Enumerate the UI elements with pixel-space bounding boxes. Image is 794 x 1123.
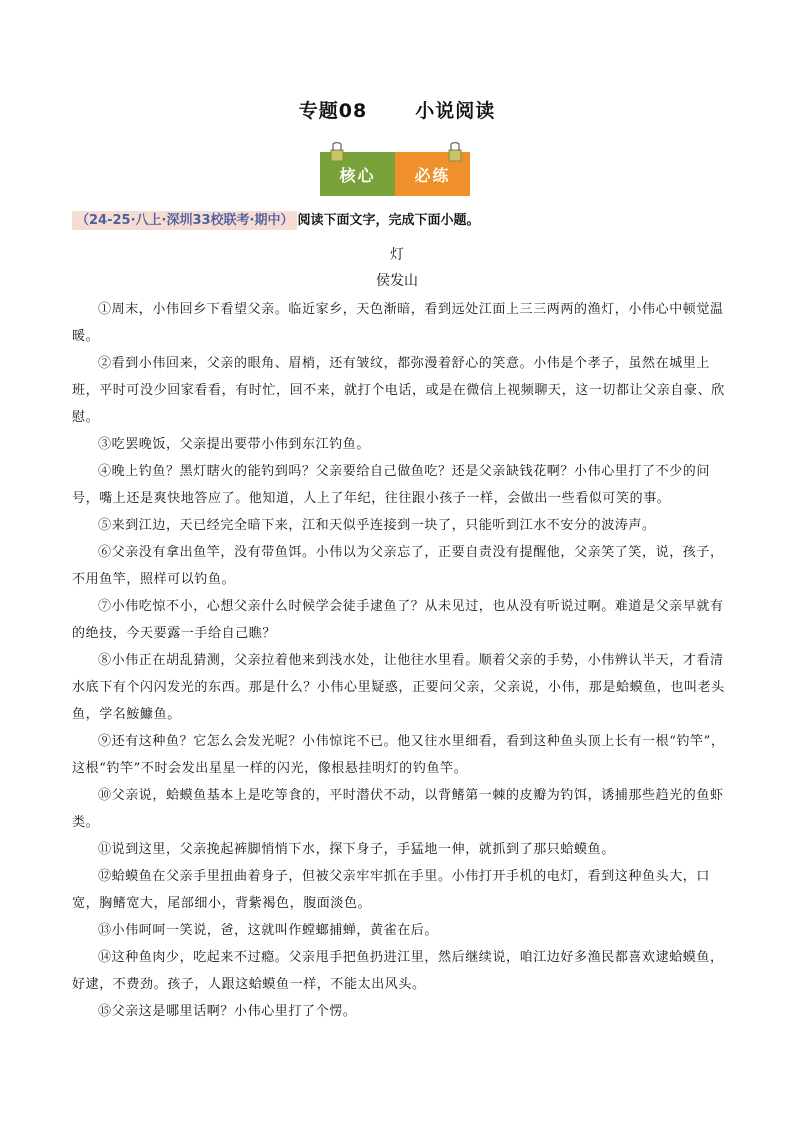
section-badge: [320, 152, 470, 196]
question-header: [72, 209, 732, 233]
story-author: 侯发山: [376, 273, 418, 289]
page-title: [0, 96, 794, 123]
story-title: 灯: [390, 247, 404, 263]
story-paragraph: ⑥父亲没有拿出鱼竿，没有带鱼饵。小伟以为父亲忘了，正要自责没有提醒他，父亲笑了笑，说，孩子，不用鱼竿，照样可以钓鱼。: [72, 545, 724, 587]
story-paragraph: ⑧小伟正在胡乱猜测，父亲拉着他来到浅水处，让他往水里看。顺着父亲的手势，小伟辨认半天，才看清水底下有个闪闪发光的东西。那是什么？小伟心里疑惑，正要问父亲，父亲说，小伟，那是蛤蟆鱼，也叫老头鱼，学名鮟鱇鱼。: [72, 653, 725, 722]
binder-clip-icon: [448, 142, 462, 162]
story-paragraph: ⑬小伟呵呵一笑说，爸，这就叫作螳螂捕蝉，黄雀在后。: [98, 923, 439, 938]
story-paragraph: ⑮父亲这是哪里话啊？小伟心里打了个愣。: [98, 1004, 357, 1019]
story-paragraph: ⑨还有这种鱼？它怎么会发光呢？小伟惊诧不已。他又往水里细看，看到这种鱼头顶上长有一根“钓竿”，这根“钓竿”不时会发出星星一样的闪光，像根悬挂明灯的钓鱼竿。: [72, 734, 725, 776]
story-paragraph: ②看到小伟回来，父亲的眼角、眉梢，还有皱纹，都弥漫着舒心的笑意。小伟是个孝子，虽然在城里上班，平时可没少回家看看，有时忙，回不来，就打个电话，或是在微信上视频聊天，这一切都让父亲自豪、欣慰。: [72, 356, 725, 425]
story-paragraph: ⑩父亲说，蛤蟆鱼基本上是吃等食的，平时潜伏不动，以背鳍第一棘的皮瓣为钓饵，诱捕那些趋光的鱼虾类。: [72, 788, 724, 830]
story-paragraph: ④晚上钓鱼？黑灯瞎火的能钓到吗？父亲要给自己做鱼吃？还是父亲缺钱花啊？小伟心里打了不少的问号，嘴上还是爽快地答应了。他知道，人上了年纪，往往跟小孩子一样，会做出一些看似可笑的事。: [72, 464, 711, 506]
topic-subject: 小说阅读: [415, 100, 496, 122]
story-paragraph: ③吃罢晚饭，父亲提出要带小伟到东江钓鱼。: [98, 437, 371, 452]
story-paragraph: ⑦小伟吃惊不小，心想父亲什么时候学会徒手逮鱼了？从未见过，也从没有听说过啊。难道是父亲早就有的绝技，今天要露一手给自己瞧？: [72, 599, 724, 641]
story-paragraph: ①周末，小伟回乡下看望父亲。临近家乡，天色渐暗，看到远处江面上三三两两的渔灯，小伟心中顿觉温暖。: [72, 302, 724, 344]
binder-clip-icon: [330, 142, 344, 162]
badge-left-text: 核心: [339, 166, 376, 185]
question-source-tag: （24-25·八上·深圳33校联考·期中）: [72, 211, 297, 230]
story-paragraph: ⑫蛤蟆鱼在父亲手里扭曲着身子，但被父亲牢牢抓在手里。小伟打开手机的电灯，看到这种鱼头大，口宽，胸鳍宽大，尾部细小，背紫褐色，腹面淡色。: [72, 869, 711, 911]
topic-number: 专题08: [298, 100, 368, 122]
story-body: [72, 296, 728, 1025]
question-instruction: 阅读下面文字，完成下面小题。: [297, 213, 480, 228]
story-paragraph: ⑤来到江边，天已经完全暗下来，江和天似乎连接到一块了，只能听到江水不安分的波涛声。: [98, 518, 656, 533]
badge-right-text: 必练: [414, 166, 451, 185]
story-paragraph: ⑭这种鱼肉少，吃起来不过瘾。父亲甩手把鱼扔进江里，然后继续说，咱江边好多渔民都喜欢逮蛤蟆鱼，好逮，不费劲。孩子，人跟这蛤蟆鱼一样，不能太出风头。: [72, 950, 724, 992]
story-paragraph: ⑪说到这里，父亲挽起裤脚悄悄下水，探下身子，手猛地一伸，就抓到了那只蛤蟆鱼。: [98, 842, 615, 857]
